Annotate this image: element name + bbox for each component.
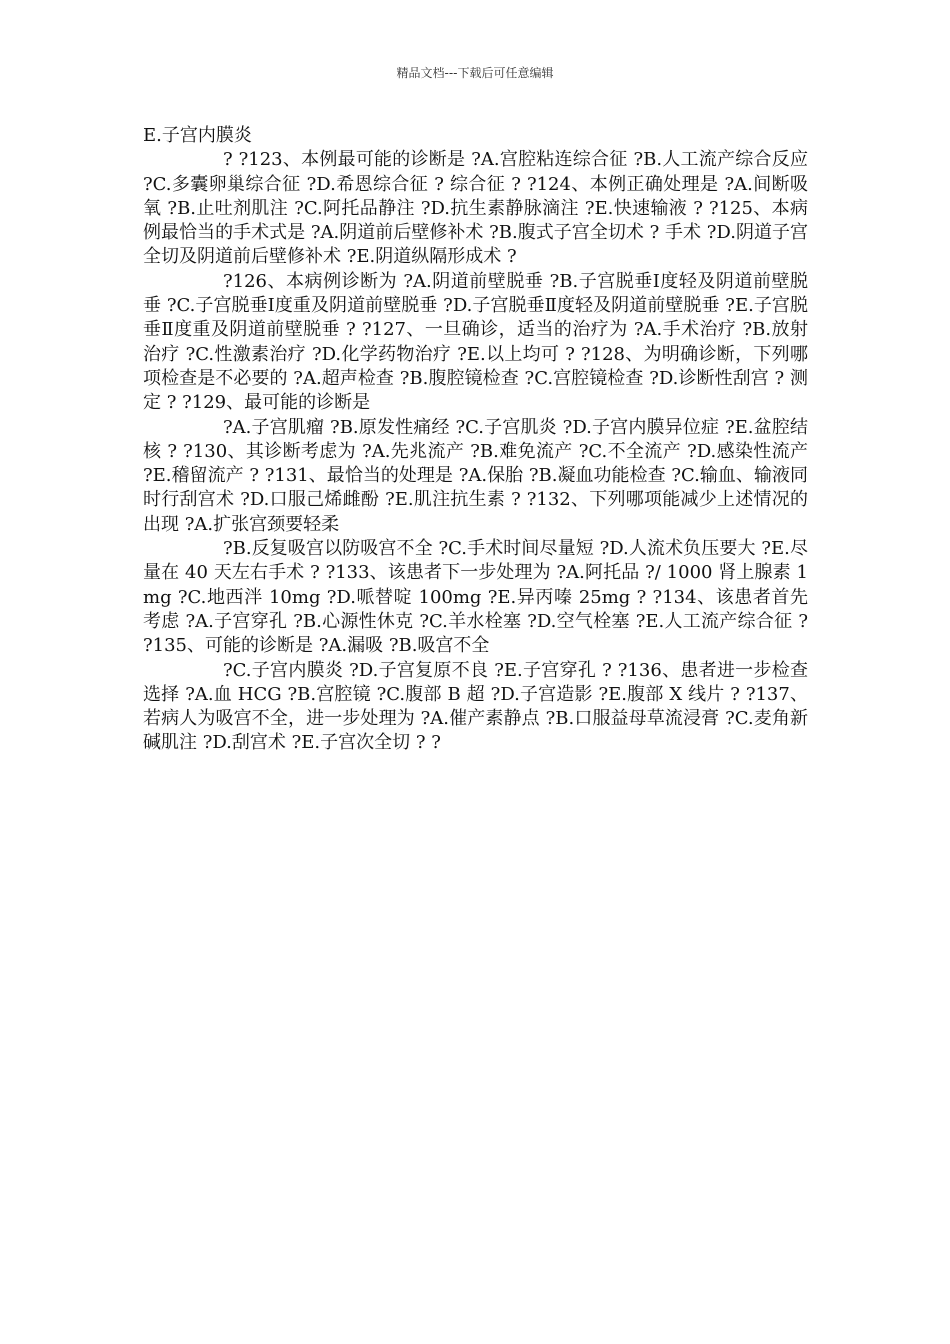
paragraph-3: ?126、本病例诊断为 ?A.阴道前壁脱垂 ?B.子宫脱垂Ⅰ度轻及阴道前壁脱垂 ?C.子宫脱垂Ⅰ度重及阴道前壁脱垂 ?D.子宫脱垂Ⅱ度轻及阴道前壁脱垂 ?E.子宫脱垂Ⅱ度重及阴道前壁脱垂 ? ?127、一旦确诊，适当的治疗为 ?A.手术治疗 ?B.放射治疗 ?C.性激素治疗 ?D.化学药物治疗 ?E.以上均可 ? ?128、为明确诊断，下列哪项检查是不必要的 ?A.超声检查 ?B.腹腔镜检查 ?C.宫腔镜检查 ?D.诊断性刮宫 ? 测定 ? ?129、最可能的诊断是 <box>143 270 808 414</box>
page-header: 精品文档---下载后可任意编辑 <box>396 66 554 80</box>
paragraph-4: ?A.子宫肌瘤 ?B.原发性痛经 ?C.子宫肌炎 ?D.子宫内膜异位症 ?E.盆腔结核 ? ?130、其诊断考虑为 ?A.先兆流产 ?B.难免流产 ?C.不全流产 ?D.感染性流产 ?E.稽留流产 ? ?131、最恰当的处理是 ?A.保胎 ?B.凝血功能检查 ?C.输血、输液同时行刮宫术 ?D.口服己烯雌酚 ?E.肌注抗生素 ? ?132、下列哪项能减少上述情况的出现 ?A.扩张宫颈要轻柔 <box>143 416 808 535</box>
document-body <box>143 124 808 756</box>
paragraph-6: ?C.子宫内膜炎 ?D.子宫复原不良 ?E.子宫穿孔 ? ?136、患者进一步检查选择 ?A.血 HCG ?B.宫腔镜 ?C.腹部 B 超 ?D.子宫造影 ?E.腹部 X 线片 ? ?137、若病人为吸宫不全，进一步处理为 ?A.催产素静点 ?B.口服益母草流浸膏 ?C.麦角新碱肌注 ?D.刮宫术 ?E.子宫次全切 ? ? <box>143 659 808 754</box>
paragraph-1: E.子宫内膜炎 <box>143 125 252 146</box>
paragraph-2: ? ?123、本例最可能的诊断是 ?A.宫腔粘连综合征 ?B.人工流产综合反应 ?C.多囊卵巢综合征 ?D.希恩综合征 ? 综合征 ? ?124、本例正确处理是 ?A.间断吸氧 ?B.止吐剂肌注 ?C.阿托品静注 ?D.抗生素静脉滴注 ?E.快速输液 ? ?125、本病例最恰当的手术式是 ?A.阴道前后壁修补术 ?B.腹式子宫全切术 ? 手术 ?D.阴道子宫全切及阴道前后壁修补术 ?E.阴道纵隔形成术 ? <box>143 149 808 268</box>
paragraph-5: ?B.反复吸宫以防吸宫不全 ?C.手术时间尽量短 ?D.人流术负压要大 ?E.尽量在 40 天左右手术 ? ?133、该患者下一步处理为 ?A.阿托品 ?/ 1000 肾上腺素 1mg ?C.地西泮 10mg ?D.哌替啶 100mg ?E.异丙嗪 25mg ? ?134、该患者首先考虑 ?A.子宫穿孔 ?B.心源性休克 ?C.羊水栓塞 ?D.空气栓塞 ?E.人工流产综合征 ? ?135、可能的诊断是 ?A.漏吸 ?B.吸宫不全 <box>143 538 808 657</box>
